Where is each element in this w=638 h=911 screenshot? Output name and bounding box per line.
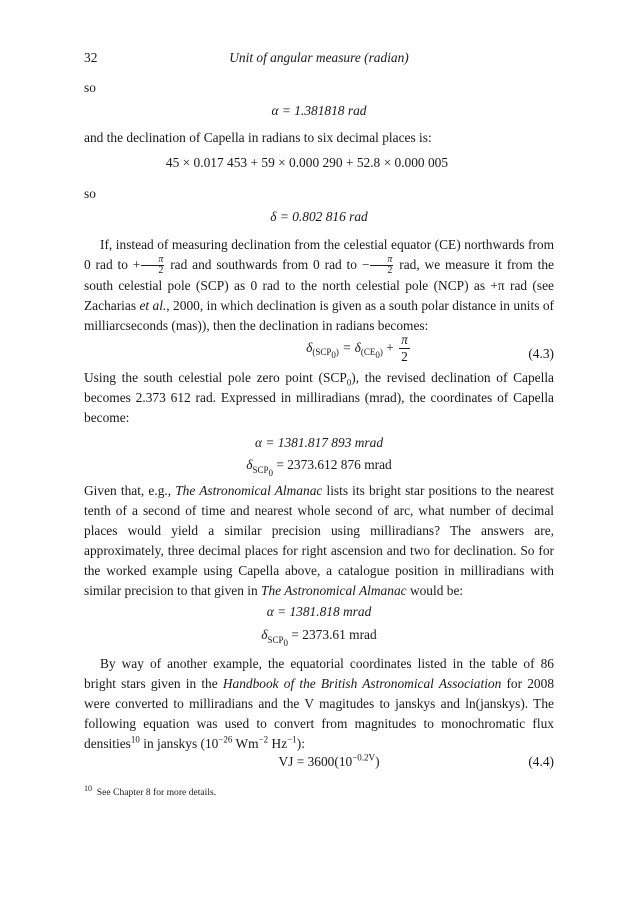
running-title: Unit of angular measure (radian) <box>229 50 409 65</box>
equation-4-3: $\delta_{(SCP_0)} = \delta_{(CE_0)}$ + $\frac{\pi}{2}$ (4.3) <box>306 332 554 364</box>
equation-number-4-4: (4.4) <box>528 754 554 769</box>
equation-alpha-final: α = 1381.818 mrad <box>266 604 372 619</box>
paragraph-baa-handbook: By way of another example, the equatorial coordinates listed in the table of 86 bright stars given in the Handbook of the British Astronomical Association for 2008 were converted to milliradians and the V magitudes to janskys and ln(janskys). The following equation was used to convert from magnitudes to monochromatic flux densities$^{10}$ in janskys ($10^{-26}$ $Wm^{-2}$ $Hz^{-1}$): <box>84 656 555 751</box>
equation-declination-calc: 45 × 0.017 453 + 59 × 0.000 290 + 52.8 × 0.000 005 <box>165 155 449 170</box>
equation-delta-final: $\delta_{SCP_0} = 2373.61$ mrad <box>261 627 377 648</box>
equation-delta-rad: δ = 0.802 816 rad <box>270 209 368 224</box>
footnote-number: 10 <box>84 783 92 793</box>
fraction-pi-over-2: $\frac{\pi}{2}$ <box>141 255 164 276</box>
equation-alpha-rad: α = 1.381818 rad <box>271 103 367 118</box>
paragraph-celestial-pole: If, instead of measuring declination from the celestial equator (CE) northwards from 0 rad to + $\frac{\pi}{2}$ rad and southwards from 0 rad to − $\frac{\pi}{2}$ rad, we measure it from the south celestial pole (SCP) as 0 rad to the north celestial pole (NCP) as +π rad (see Zacharias et al., 2000, in which declination is given as a south polar distance in units of milliarcseconds (mas)), then the declination in radians becomes: <box>84 237 554 334</box>
equation-delta-mrad: $\delta_{SCP_0} = 2373.612$ 876 mrad <box>246 457 392 478</box>
fraction-pi-over-2: $\frac{\pi}{2}$ <box>370 255 393 276</box>
running-header <box>84 48 554 68</box>
paragraph-astronomical-almanac: Given that, e.g., The Astronomical Almanac lists its bright star positions to the nearest tenth of a second of time and nearest whole second of arc, what number of decimal places would yield a similar precision using milliradians? The answers are, approximately, three decimal places for right ascension and two for declination. So for the worked example using Capella above, a catalogue position in milliradians with similar precision to that given in The Astronomical Almanac would be: <box>84 483 554 598</box>
paragraph-capella-declination: and the declination of Capella in radians to six decimal places is: <box>84 130 432 145</box>
equation-alpha-mrad: α = 1381.817 893 mrad <box>254 435 384 450</box>
footnote <box>84 783 554 800</box>
equation-4-4: VJ = $3600(10^{-0.2V})$ (4.4) <box>84 752 554 772</box>
footnote-ref-10: 10 <box>130 734 140 745</box>
paragraph-scp-zero-point: Using the south celestial pole zero point $(SCP_0)$, the revised declination of Capella becomes 2.373 612 rad. Expressed in milliradians (mrad), the coordinates of Capella become: <box>84 370 554 425</box>
text-so-2: so <box>84 186 96 201</box>
text-so-1: so <box>84 80 96 95</box>
equation-number-4-3: (4.3) <box>528 346 554 361</box>
footnote-text: See Chapter 8 for more details. <box>96 787 217 798</box>
page-number: 32 <box>84 50 98 65</box>
